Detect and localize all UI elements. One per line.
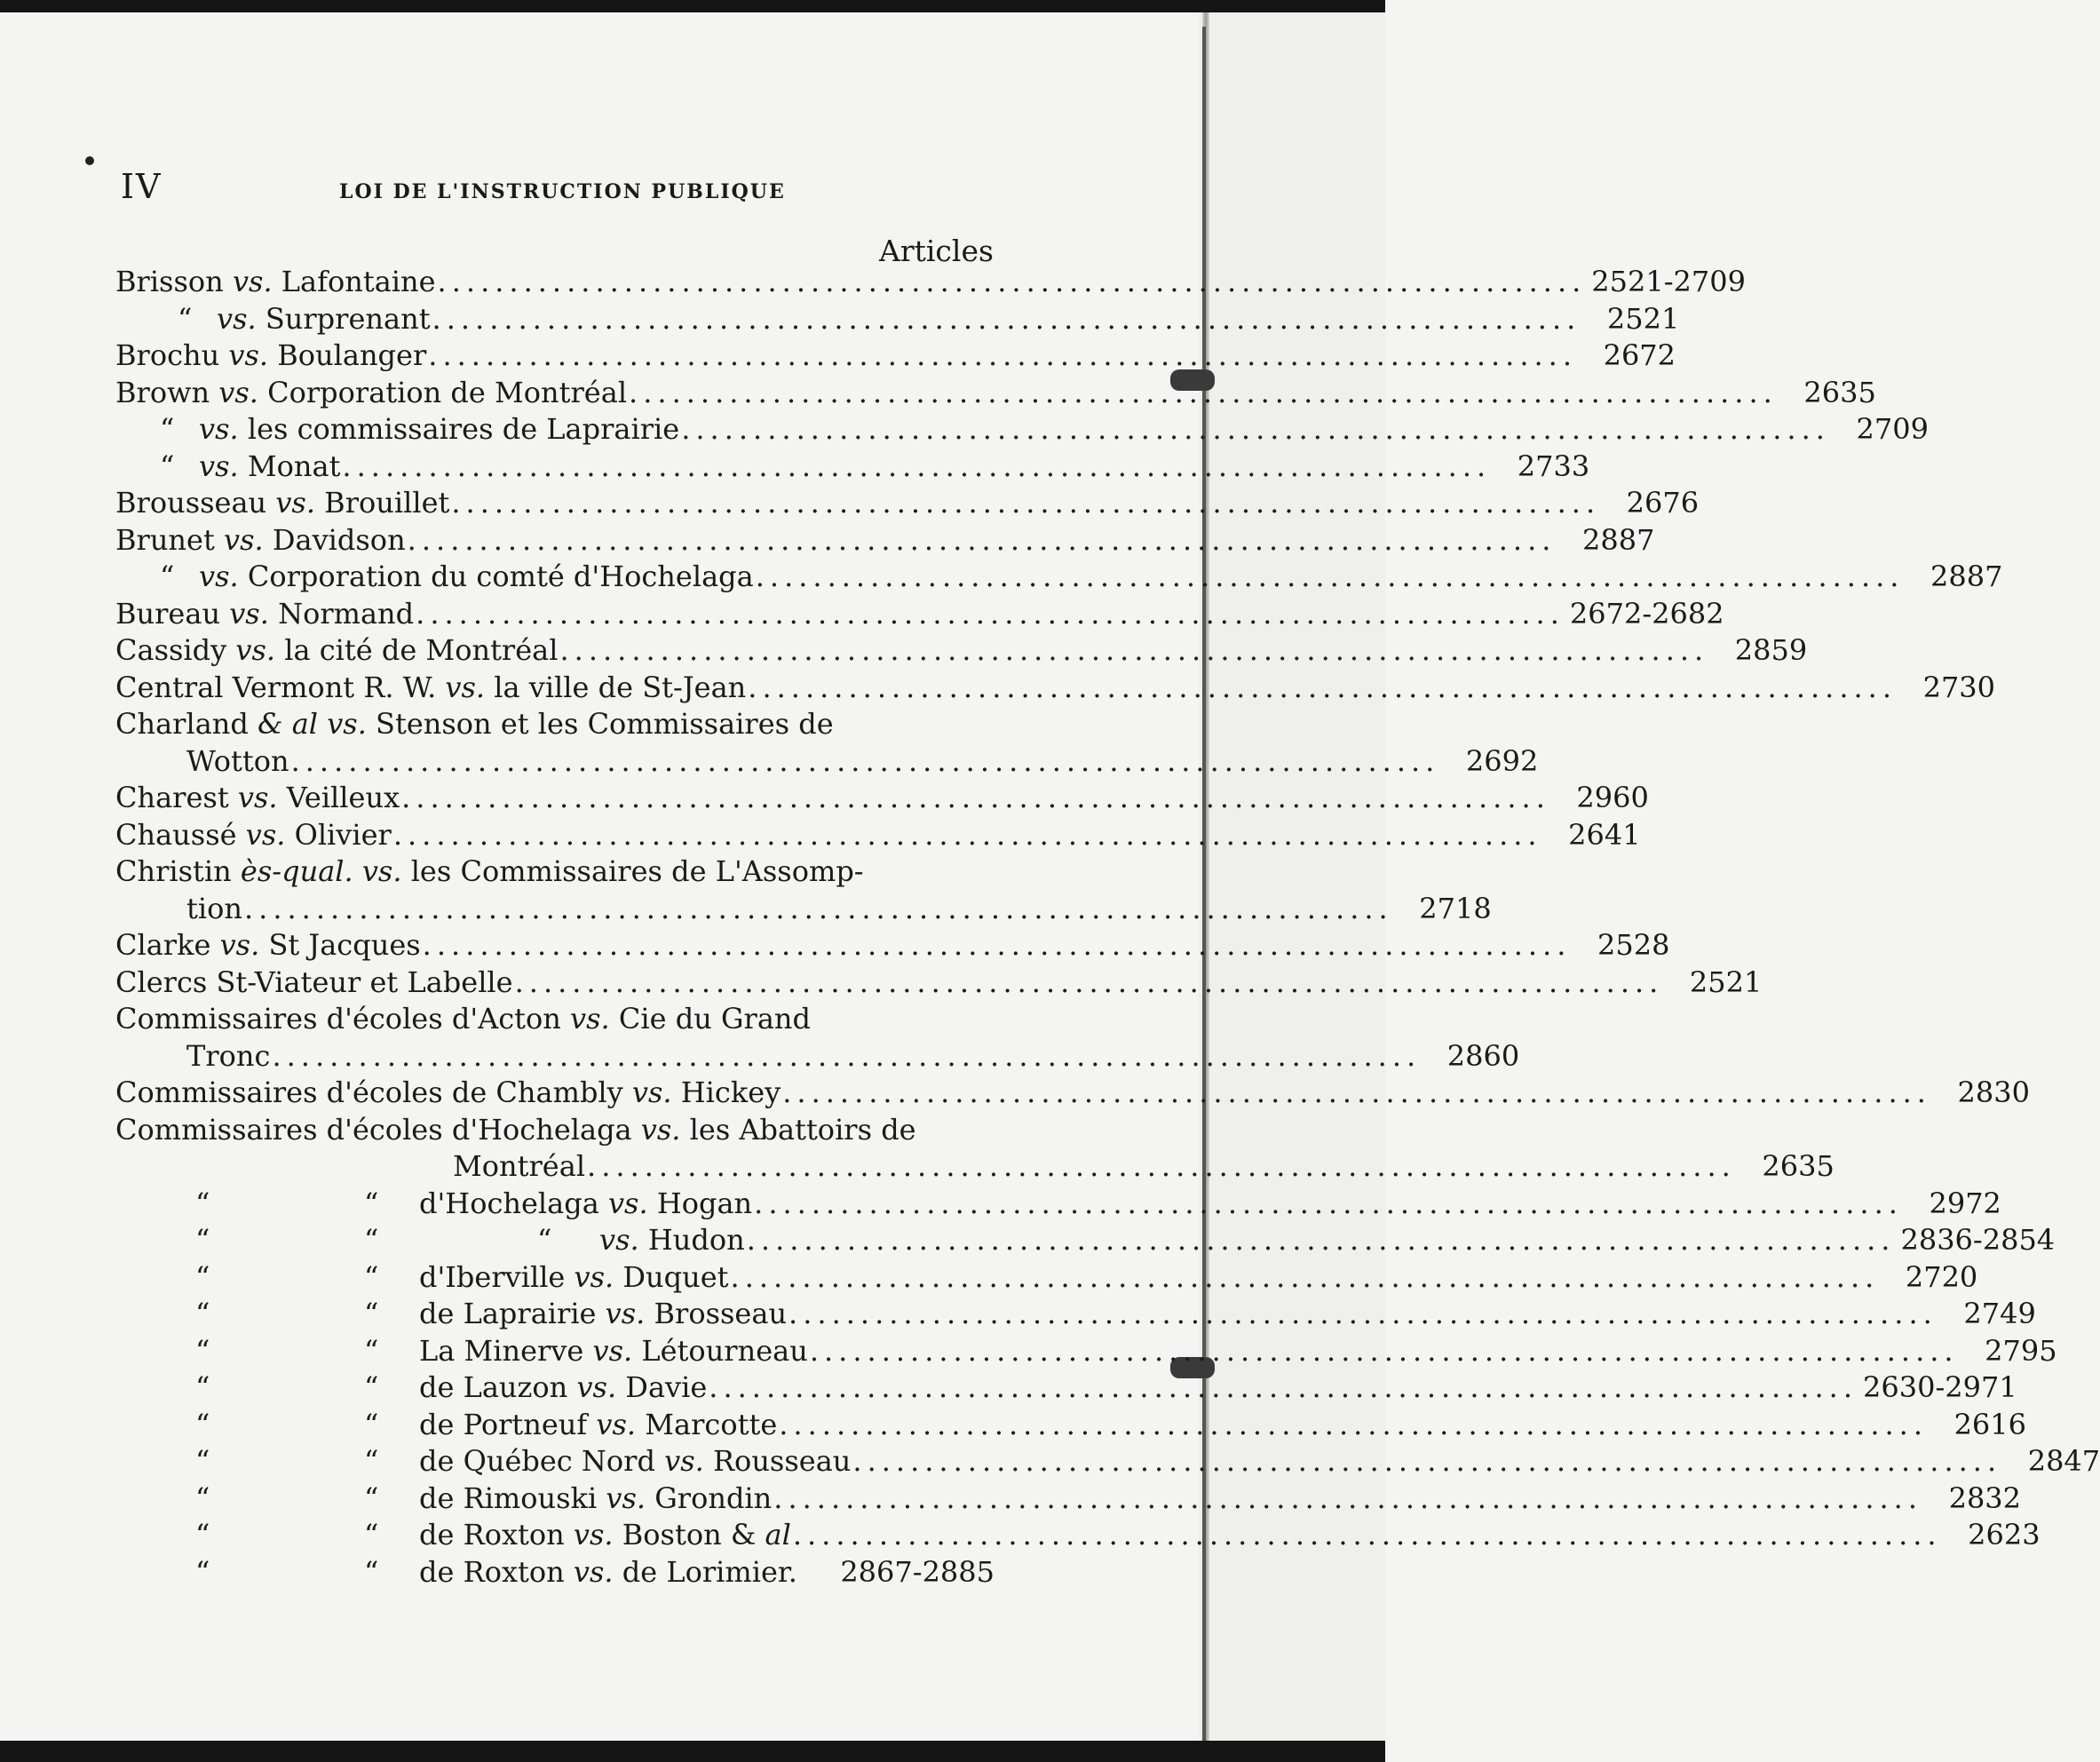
index-entry: “ vs. Corporation du comté d'Hochelaga ................................................................................ 2887: [115, 559, 995, 596]
dot-leader: ................................................................................: [342, 448, 1492, 483]
index-subentry: “ “ de Portneuf vs. Marcotte ................................................................................ 2616: [115, 1407, 995, 1444]
article-number: 2709: [1856, 412, 1929, 446]
dot-leader: ................................................................................: [243, 891, 1393, 925]
index-entry: Bureau vs. Normand ................................................................................ 2672-2682: [115, 596, 995, 633]
index-entry: Clarke vs. St Jacques ................................................................................ 2528: [115, 927, 995, 964]
dot-leader: ................................................................................: [746, 1223, 1896, 1257]
index-subentry: “ “ “ vs. Hudon ................................................................................ 2836-2854: [115, 1222, 995, 1259]
dot-leader: ................................................................................: [792, 1518, 1942, 1552]
index-entry-continuation: Wotton ................................................................................ 2692: [115, 743, 995, 781]
article-number: 2616: [1953, 1407, 2026, 1441]
article-number: 2528: [1597, 928, 1670, 962]
dot-leader: ................................................................................: [272, 1038, 1422, 1073]
article-number: 2672-2682: [1569, 596, 1724, 631]
article-number: 2623: [1968, 1518, 2041, 1552]
index-subentry: “ “ de Roxton vs. de Lorimier. 2867-2885: [115, 1554, 995, 1591]
dot-leader: ................................................................................: [432, 301, 1581, 336]
dot-leader: ................................................................................: [392, 817, 1542, 852]
index-subentry: “ “ La Minerve vs. Létourneau ................................................................................ 2795: [115, 1333, 995, 1370]
article-number: 2635: [1762, 1149, 1835, 1183]
article-number: 2830: [1957, 1075, 2030, 1109]
index-entry: “ vs. les commissaires de Laprairie ................................................................................ 2709: [115, 411, 995, 448]
index-entry: Commissaires d'écoles d'Hochelaga vs. les Abattoirs de: [115, 1112, 916, 1147]
dot-leader: ................................................................................: [730, 1259, 1880, 1294]
dot-leader: ................................................................................: [401, 781, 1550, 814]
article-number: 2847: [2027, 1444, 2100, 1478]
index-entry: Central Vermont R. W. vs. la ville de St-Jean ................................................................................ 2730: [115, 670, 995, 707]
dot-leader: ................................................................................: [559, 633, 1709, 667]
index-entry: Charland & al vs. Stenson et les Commissaires de: [115, 707, 834, 741]
article-number: 2733: [1517, 448, 1590, 483]
article-number: 2730: [1922, 670, 1996, 704]
article-number: 2630-2971: [1863, 1370, 2017, 1404]
article-number: 2692: [1465, 743, 1539, 778]
article-number: 2836-2854: [1900, 1223, 2056, 1257]
index-entry-continuation: tion ................................................................................ 2718: [115, 891, 995, 928]
dot-leader: ................................................................................: [809, 1333, 1959, 1368]
index-entry: Brochu vs. Boulanger ................................................................................ 2672: [115, 337, 995, 375]
index-subentry: “ “ de Québec Nord vs. Rousseau ................................................................................ 2847: [115, 1443, 995, 1480]
index-entry: “ vs. Monat ................................................................................ 2733: [115, 448, 995, 486]
index-entry: Commissaires d'écoles de Chambly vs. Hickey ................................................................................ 2830: [115, 1075, 995, 1112]
article-number: 2672: [1603, 338, 1676, 372]
dot-leader: ................................................................................: [782, 1075, 1931, 1109]
index-entry: Charest vs. Veilleux ................................................................................ 2960: [115, 780, 995, 817]
dot-leader: ................................................................................: [629, 375, 1778, 409]
dot-leader: ................................................................................: [290, 743, 1440, 778]
dot-leader: ................................................................................: [788, 1297, 1938, 1330]
article-number: 2749: [1963, 1297, 2036, 1330]
article-number: 2859: [1734, 633, 1808, 667]
index-subentry: “ “ de Laprairie vs. Brosseau ................................................................................ 2749: [115, 1296, 995, 1333]
column-heading: Articles: [879, 234, 994, 268]
dot-leader: ................................................................................: [587, 1149, 1736, 1183]
article-number: 2521: [1689, 964, 1763, 999]
article-number: 2641: [1568, 817, 1641, 852]
index-entry-continuation: Montréal ................................................................................ 2635: [115, 1148, 995, 1186]
index-entry: Clercs St-Viateur et Labelle ................................................................................ 2521: [115, 964, 995, 1002]
article-number: 2635: [1803, 375, 1876, 409]
dot-leader: ................................................................................: [451, 486, 1601, 520]
article-number: 2887: [1930, 560, 2003, 593]
index-entry: Cassidy vs. la cité de Montréal ................................................................................ 2859: [115, 632, 995, 670]
scan-bottom-border: [0, 1741, 1385, 1762]
index-entry: Brunet vs. Davidson ................................................................................ 2887: [115, 522, 995, 560]
dot-leader: ................................................................................: [755, 560, 1905, 593]
dot-leader: ................................................................................: [754, 1186, 1903, 1220]
ink-dot: [85, 156, 94, 165]
scan-top-border: [0, 0, 1385, 12]
index-entry: Commissaires d'écoles d'Acton vs. Cie du Grand: [115, 1002, 812, 1036]
article-number: 2860: [1446, 1038, 1520, 1073]
dot-leader: ................................................................................: [681, 412, 1830, 446]
dot-leader: ................................................................................: [852, 1444, 2002, 1478]
article-number: 2887: [1581, 522, 1655, 557]
dot-leader: ................................................................................: [416, 596, 1565, 631]
dot-leader: ................................................................................: [709, 1370, 1858, 1404]
index-subentry: “ “ de Rimouski vs. Grondin ................................................................................ 2832: [115, 1480, 995, 1518]
article-number: 2795: [1985, 1333, 2057, 1368]
index-subentry: “ “ de Roxton vs. Boston & al ................................................................................ 2623: [115, 1517, 995, 1554]
article-number: 2720: [1905, 1259, 1978, 1294]
dot-leader: ................................................................................: [779, 1407, 1928, 1441]
article-number: 2676: [1626, 486, 1700, 520]
dot-leader: ................................................................................: [422, 928, 1572, 962]
article-number: 2867-2885: [840, 1554, 995, 1589]
article-number: 2718: [1419, 891, 1492, 925]
index-subentry: “ “ d'Hochelaga vs. Hogan ................................................................................ 2972: [115, 1186, 995, 1223]
running-title: LOI DE L'INSTRUCTION PUBLIQUE: [339, 180, 786, 203]
page-number: IV: [121, 167, 162, 206]
dot-leader: ................................................................................: [428, 338, 1578, 372]
article-number: 2521: [1606, 301, 1680, 336]
article-number: 2960: [1576, 781, 1649, 814]
dot-leader: ................................................................................: [407, 522, 1557, 557]
article-number: 2521-2709: [1591, 265, 1746, 298]
index-entry: Brisson vs. Lafontaine ................................................................................ 2521-2709: [115, 264, 995, 301]
index-entry-continuation: Tronc ................................................................................ 2860: [115, 1038, 995, 1075]
dot-leader: ................................................................................: [437, 265, 1587, 298]
case-index-list: [115, 264, 2100, 1591]
article-number: 2832: [1948, 1480, 2022, 1515]
index-subentry: “ “ d'Iberville vs. Duquet ................................................................................ 2720: [115, 1259, 995, 1297]
index-entry: Brown vs. Corporation de Montréal ................................................................................ 2635: [115, 375, 995, 412]
index-entry: Chaussé vs. Olivier ................................................................................ 2641: [115, 817, 995, 854]
article-number: 2972: [1929, 1186, 2001, 1220]
index-entry: Christin ès-qual. vs. les Commissaires de L'Assomp-: [115, 854, 864, 888]
index-entry: Brousseau vs. Brouillet ................................................................................ 2676: [115, 485, 995, 522]
dot-leader: ................................................................................: [773, 1480, 1923, 1515]
index-subentry: “ “ de Lauzon vs. Davie ................................................................................ 2630-2971: [115, 1369, 995, 1407]
index-entry: “ vs. Surprenant ................................................................................ 2521: [115, 301, 995, 338]
dot-leader: ................................................................................: [514, 964, 1664, 999]
dot-leader: ................................................................................: [748, 670, 1898, 704]
